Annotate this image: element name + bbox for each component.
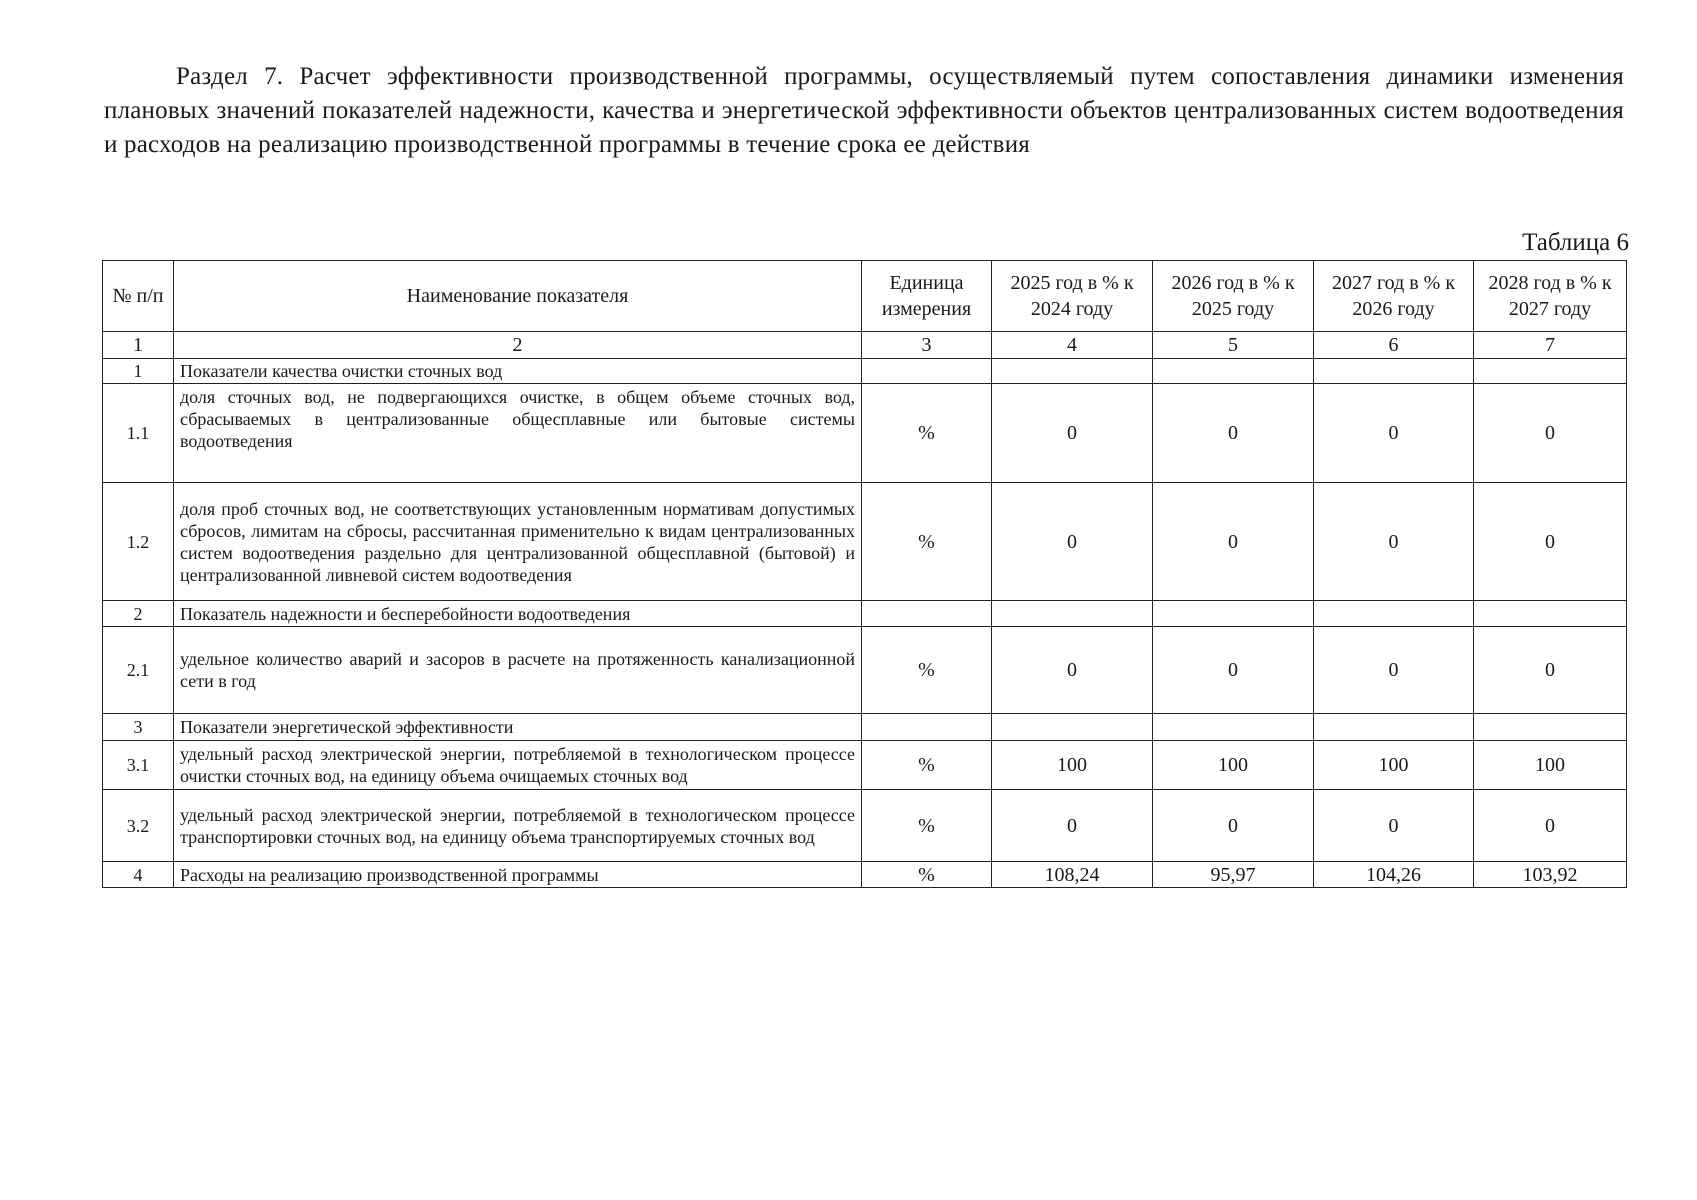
row-value (1314, 359, 1474, 384)
column-number: 2 (174, 332, 862, 359)
row-name: Показатели энергетической эффективности (174, 714, 862, 741)
row-value: 0 (992, 790, 1153, 862)
column-number-row (103, 332, 1627, 359)
row-value: 104,26 (1314, 862, 1474, 888)
row-value (1474, 714, 1627, 741)
row-unit: % (862, 862, 992, 888)
row-value: 0 (1153, 483, 1314, 601)
row-value: 0 (1474, 790, 1627, 862)
table-row (103, 627, 1627, 714)
row-number: 1 (103, 359, 174, 384)
row-value (1314, 714, 1474, 741)
row-value: 100 (1474, 741, 1627, 790)
row-value (992, 714, 1153, 741)
row-unit: % (862, 483, 992, 601)
table-label: Таблица 6 (1522, 229, 1629, 256)
row-value: 100 (1153, 741, 1314, 790)
indicators-table (102, 260, 1627, 888)
row-value (1314, 601, 1474, 627)
row-value: 0 (992, 384, 1153, 483)
table-row (103, 483, 1627, 601)
row-value (1153, 359, 1314, 384)
table-row (103, 359, 1627, 384)
row-value: 108,24 (992, 862, 1153, 888)
row-number: 3 (103, 714, 174, 741)
table-row (103, 384, 1627, 483)
table-row (103, 601, 1627, 627)
row-number: 2.1 (103, 627, 174, 714)
row-value (1474, 359, 1627, 384)
column-number: 3 (862, 332, 992, 359)
header-row (103, 261, 1627, 332)
row-number: 1.1 (103, 384, 174, 483)
header-name: Наименование показателя (174, 261, 862, 332)
row-value (992, 601, 1153, 627)
row-value: 103,92 (1474, 862, 1627, 888)
row-value: 0 (1474, 384, 1627, 483)
row-name: Расходы на реализацию производственной программы (174, 862, 862, 888)
row-name: доля сточных вод, не подвергающихся очистке, в общем объеме сточных вод, сбрасываемых в централизованные общесплавные или бытовые системы водоотведения (174, 384, 862, 483)
row-value: 0 (1474, 627, 1627, 714)
row-value: 0 (1314, 790, 1474, 862)
column-number: 6 (1314, 332, 1474, 359)
column-number: 5 (1153, 332, 1314, 359)
row-unit: % (862, 790, 992, 862)
header-2027: 2027 год в % к 2026 году (1314, 261, 1474, 332)
row-unit: % (862, 384, 992, 483)
row-value: 0 (1153, 384, 1314, 483)
header-2026: 2026 год в % к 2025 году (1153, 261, 1314, 332)
table-row (103, 714, 1627, 741)
column-number: 7 (1474, 332, 1627, 359)
header-num: № п/п (103, 261, 174, 332)
column-number: 1 (103, 332, 174, 359)
row-name: доля проб сточных вод, не соответствующих установленным нормативам допустимых сбросов, лимитам на сбросы, рассчитанная применительно к видам централизованных систем водоотведения раздельно для централизованной общесплавной (бытовой) и централизованной ливневой систем водоотведения (174, 483, 862, 601)
row-name: удельное количество аварий и засоров в расчете на протяженность канализационной сети в год (174, 627, 862, 714)
row-value (1474, 601, 1627, 627)
row-unit: % (862, 741, 992, 790)
table-row (103, 862, 1627, 888)
row-value: 0 (1153, 627, 1314, 714)
row-name: удельный расход электрической энергии, потребляемой в технологическом процессе транспортировки сточных вод, на единицу объема транспортируемых сточных вод (174, 790, 862, 862)
row-number: 4 (103, 862, 174, 888)
row-unit (862, 359, 992, 384)
row-value: 0 (992, 627, 1153, 714)
row-value: 0 (1314, 483, 1474, 601)
section-heading: Раздел 7. Расчет эффективности производственной программы, осуществляемый путем сопоставления динамики изменения плановых значений показателей надежности, качества и энергетической эффективности объектов централизованных систем водоотведения и расходов на реализацию производственной программы в течение срока ее действия (104, 63, 1624, 158)
row-value (1153, 601, 1314, 627)
row-name: удельный расход электрической энергии, потребляемой в технологическом процессе очистки сточных вод, на единицу объема очищаемых сточных вод (174, 741, 862, 790)
table-row (103, 790, 1627, 862)
row-number: 2 (103, 601, 174, 627)
row-value: 0 (992, 483, 1153, 601)
header-unit: Единица измерения (862, 261, 992, 332)
row-value: 0 (1153, 790, 1314, 862)
row-unit: % (862, 627, 992, 714)
row-value: 100 (1314, 741, 1474, 790)
header-2028: 2028 год в % к 2027 году (1474, 261, 1627, 332)
row-value: 100 (992, 741, 1153, 790)
row-number: 1.2 (103, 483, 174, 601)
row-name: Показатели качества очистки сточных вод (174, 359, 862, 384)
header-2025: 2025 год в % к 2024 году (992, 261, 1153, 332)
row-value: 0 (1474, 483, 1627, 601)
row-value (992, 359, 1153, 384)
row-unit (862, 714, 992, 741)
row-name: Показатель надежности и бесперебойности водоотведения (174, 601, 862, 627)
row-number: 3.1 (103, 741, 174, 790)
row-value (1153, 714, 1314, 741)
table-row (103, 741, 1627, 790)
row-unit (862, 601, 992, 627)
column-number: 4 (992, 332, 1153, 359)
row-value: 95,97 (1153, 862, 1314, 888)
row-value: 0 (1314, 627, 1474, 714)
row-value: 0 (1314, 384, 1474, 483)
row-number: 3.2 (103, 790, 174, 862)
